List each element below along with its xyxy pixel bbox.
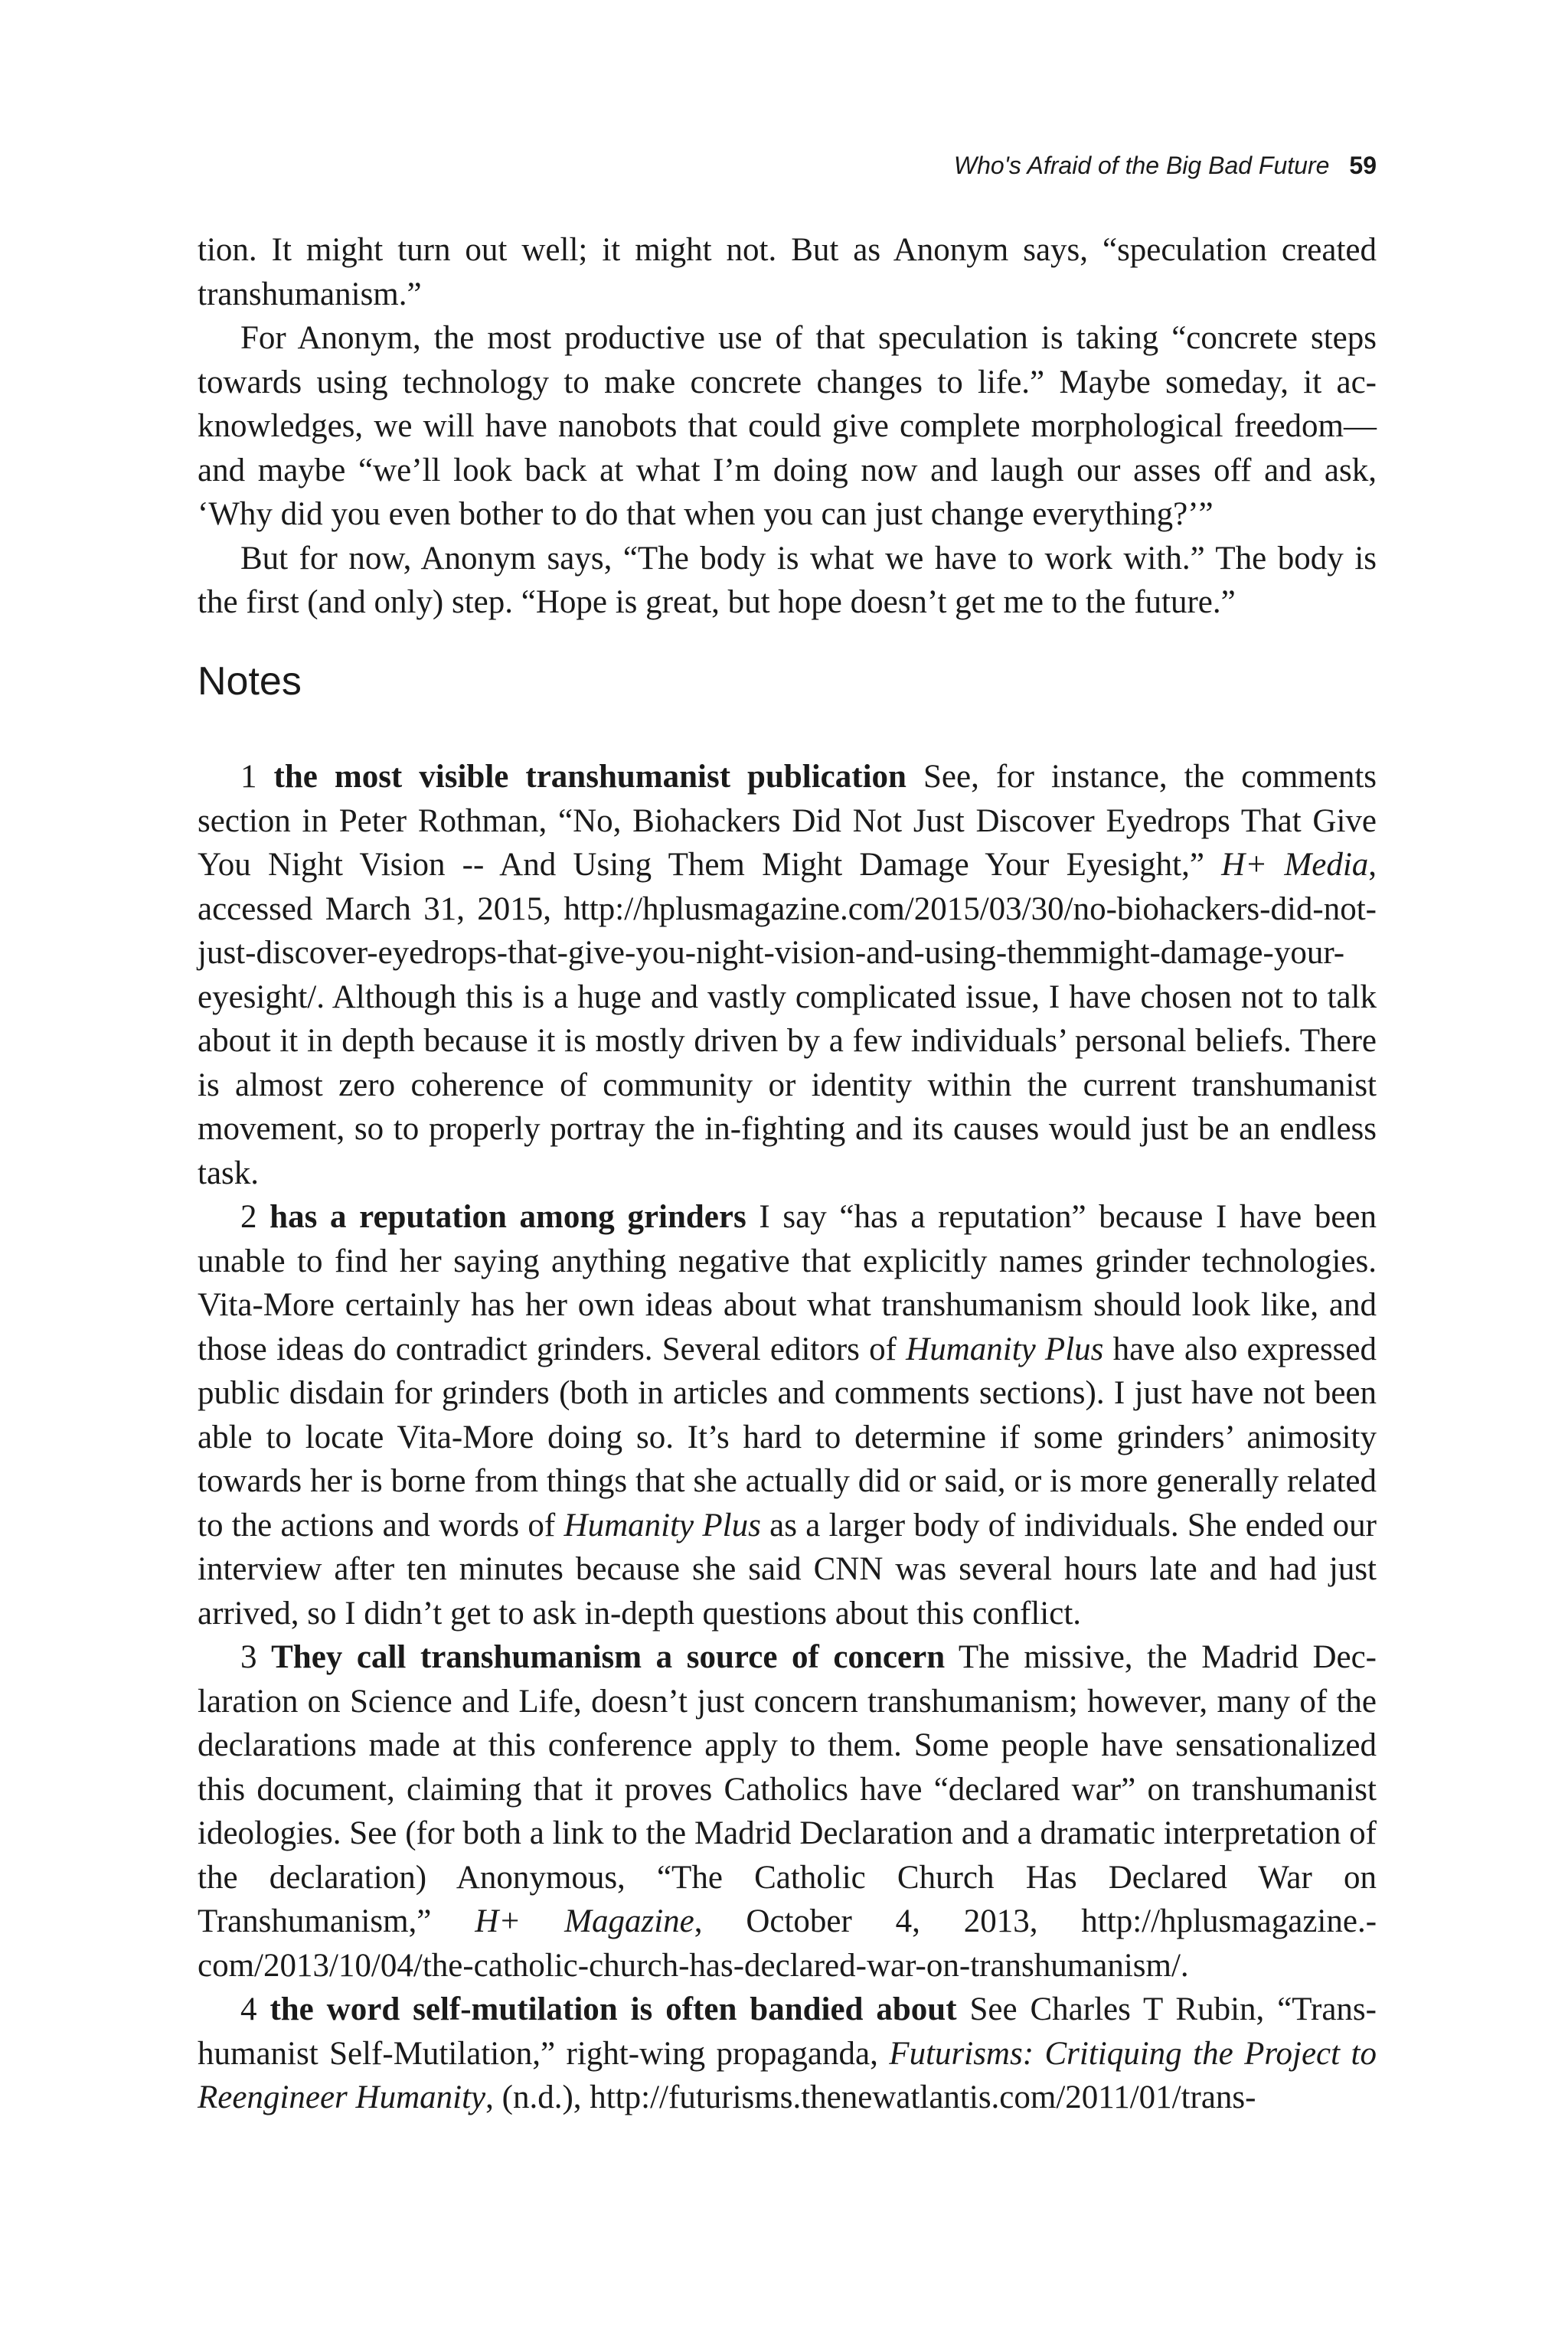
note-text: have also expressed public disdain for grinders (both in articles and comments sections). I just have not been able to locate Vita-More doing so. It’s hard to determine if some grinders’ animosity towards her is borne from things that she actually did or said, or is more generally related to the actions and words of — [198, 1331, 1377, 1544]
note-item — [198, 1195, 1377, 1635]
note-lead: the word self-mutilation is often bandied about — [270, 1991, 957, 2027]
note-lead: has a reputation among grinders — [270, 1199, 746, 1235]
note-text: as a larger body of individuals. She ended our interview after ten minutes because she said CNN was several hours late and had just arrived, so I didn’t get to ask in-depth questions about this conflict. — [198, 1507, 1377, 1632]
running-head-title: Who's Afraid of the Big Bad Future — [953, 152, 1330, 179]
note-italic: Humanity Plus — [906, 1331, 1104, 1367]
body-paragraph: tion. It might turn out well; it might not. But as Anonym says, “speculation created transhumanism.” — [198, 232, 1377, 312]
note-lead: They call transhumanism a source of concern — [271, 1639, 946, 1675]
note-text: , accessed March 31, 2015, http://hplusmagazine.com/2015/03/30/no-biohackers-did-not-just-discover-eyedrops-that-give-you-night-vision-and-using-themmight-damage-your-eyesight/. Although this is a huge and vastly complicated issue, I have chosen not to talk about it in depth because it is mostly driven by a few individuals’ personal beliefs. There is almost zero coherence of community or identity within the current transhumanist movement, so to properly portray the in-fighting and its causes would just be an endless task. — [198, 847, 1377, 1191]
note-text: I say “has a reputation” because I have been unable to find her saying anything negative that explicitly names grinder technologies. Vita-More certainly has her own ideas about what transhumanism should look like, and those ideas do contradict grinders. Several editors of — [198, 1199, 1377, 1367]
note-item — [198, 1988, 1377, 2120]
note-text: , (n.d.), http://futurisms.thenewatlantis.com/2011/01/trans- — [485, 2079, 1256, 2115]
body-text — [198, 228, 1377, 625]
note-text: See Charles T Rubin, “Transhumanist Self-Mutilation,” right-wing propaganda, — [198, 1991, 1377, 2072]
note-item — [198, 1635, 1377, 1988]
note-italic: H+ Magazine — [475, 1903, 694, 1939]
body-paragraph: For Anonym, the most productive use of that speculation is taking “concrete steps towards using technology to make concrete changes to life.” Maybe someday, it acknowledges, we will have nanobots that could give complete morphological freedom—and maybe “we’ll look back at what I’m doing now and laugh our asses off and ask, ‘Why did you even bother to do that when you can just change everything?’” — [198, 320, 1377, 532]
note-text: , October 4, 2013, http://hplusmagazine.com/2013/10/04/the-catholic-church-has-declared-war-on-transhumanism/. — [198, 1903, 1377, 1984]
running-head — [0, 150, 1377, 181]
note-text: The missive, the Madrid Declaration on Science and Life, doesn’t just concern transhumanism; however, many of the declarations made at this conference apply to them. Some people have sensationalized this document, claiming that it proves Catholics have “declared war” on transhumanist ideologies. See (for both a link to the Madrid Declaration and a dramatic interpretation of the declaration) Anonymous, “The Catholic Church Has Declared War on Transhumanism,” — [198, 1639, 1377, 1939]
note-lead: the most visible transhumanist publication — [273, 759, 906, 795]
note-italic: Humanity Plus — [564, 1507, 761, 1544]
note-number: 4 — [240, 1991, 257, 2027]
body-paragraph: But for now, Anonym says, “The body is what we have to work with.” The body is the first (and only) step. “Hope is great, but hope doesn’t get me to the future.” — [198, 540, 1377, 620]
notes-list — [198, 755, 1377, 2120]
page-number: 59 — [1349, 152, 1377, 179]
note-text: See, for instance, the comments section in Peter Rothman, “No, Biohackers Did Not Just Discover Eyedrops That Give You Night Vision -- And Using Them Might Damage Your Eyesight,” — [198, 759, 1377, 883]
notes-heading: Notes — [198, 659, 302, 704]
note-italic: Futurisms: Critiquing the Project to Reengineer Humanity — [198, 2035, 1377, 2115]
note-italic: H+ Media — [1221, 847, 1369, 883]
note-number: 3 — [240, 1639, 257, 1675]
note-item — [198, 755, 1377, 1195]
note-number: 1 — [240, 759, 257, 795]
note-number: 2 — [240, 1199, 257, 1235]
